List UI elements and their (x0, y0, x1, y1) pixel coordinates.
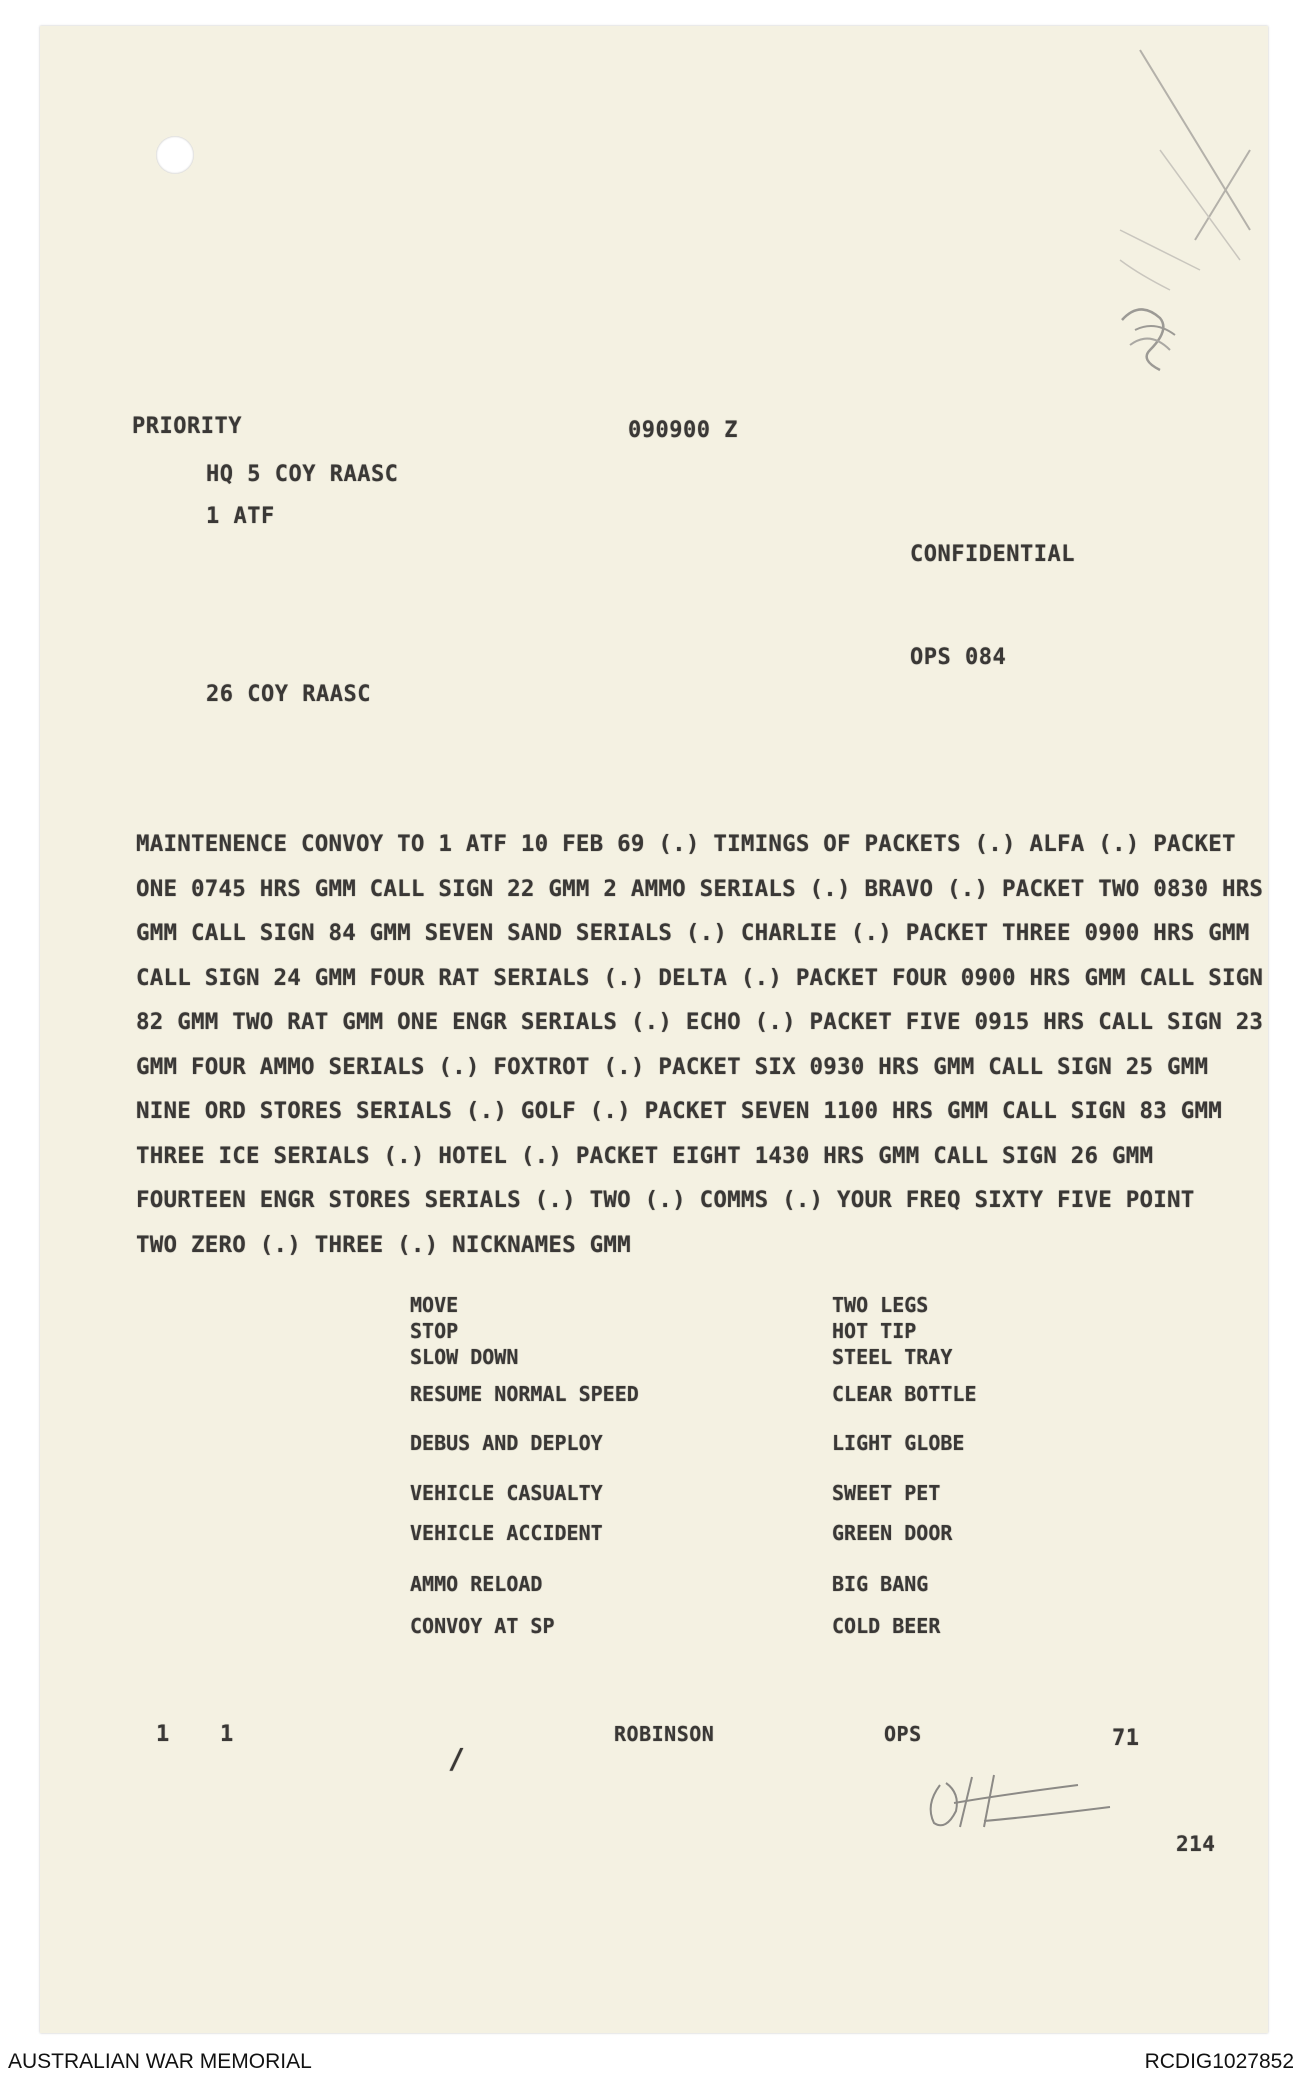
reference: OPS 084 (910, 645, 1007, 670)
pencil-scribble (1100, 30, 1280, 390)
nickname-command: SLOW DOWN (410, 1345, 519, 1369)
slash-mark: / (448, 1742, 466, 1775)
message-line: NINE ORD STORES SERIALS (.) GOLF (.) PACKET SEVEN 1100 HRS GMM CALL SIGN 83 GMM (136, 1098, 1222, 1124)
from-line-1: HQ 5 COY RAASC (206, 462, 399, 487)
originator-dept: OPS (884, 1722, 922, 1746)
precedence: PRIORITY (132, 414, 242, 439)
nickname-row (410, 1293, 1010, 1319)
nickname-value: TWO LEGS (832, 1293, 929, 1317)
message-line: GMM CALL SIGN 84 GMM SEVEN SAND SERIALS (.) CHARLIE (.) PACKET THREE 0900 HRS GMM (136, 920, 1250, 946)
nickname-row (410, 1572, 1010, 1598)
archive-institution: AUSTRALIAN WAR MEMORIAL (8, 2050, 312, 2073)
nickname-value: COLD BEER (832, 1614, 941, 1638)
archive-footer (0, 2044, 1308, 2082)
punch-hole (156, 136, 194, 174)
handwritten-initials (920, 1765, 1120, 1840)
nickname-command: VEHICLE CASUALTY (410, 1481, 603, 1505)
nickname-command: AMMO RELOAD (410, 1572, 543, 1596)
nickname-value: SWEET PET (832, 1481, 941, 1505)
message-line: THREE ICE SERIALS (.) HOTEL (.) PACKET EIGHT 1430 HRS GMM CALL SIGN 26 GMM (136, 1142, 1154, 1169)
nickname-command: RESUME NORMAL SPEED (410, 1382, 639, 1406)
nickname-value: BIG BANG (832, 1572, 929, 1596)
nickname-value: LIGHT GLOBE (832, 1431, 965, 1455)
date-time-group: 090900 Z (628, 418, 738, 443)
nickname-command: STOP (410, 1319, 459, 1343)
nickname-command: MOVE (410, 1293, 459, 1317)
nickname-row (410, 1319, 1010, 1345)
nickname-value: GREEN DOOR (832, 1521, 953, 1545)
message-line: GMM FOUR AMMO SERIALS (.) FOXTROT (.) PACKET SIX 0930 HRS GMM CALL SIGN 25 GMM (136, 1053, 1209, 1080)
nickname-row (410, 1431, 1010, 1457)
message-line: CALL SIGN 24 GMM FOUR RAT SERIALS (.) DELTA (.) PACKET FOUR 0900 HRS GMM CALL SIGN (136, 964, 1264, 991)
nickname-row (410, 1521, 1010, 1547)
message-line: MAINTENENCE CONVOY TO 1 ATF 10 FEB 69 (.) TIMINGS OF PACKETS (.) ALFA (.) PACKET (136, 831, 1236, 857)
nickname-value: STEEL TRAY (832, 1345, 953, 1369)
nickname-command: CONVOY AT SP (410, 1614, 555, 1638)
copy-count-a: 1 (156, 1722, 170, 1747)
nickname-value: HOT TIP (832, 1319, 917, 1343)
nickname-value: CLEAR BOTTLE (832, 1382, 977, 1406)
nickname-row (410, 1614, 1010, 1640)
initials-signature-icon (920, 1765, 1120, 1835)
classification: CONFIDENTIAL (910, 542, 1075, 567)
nickname-row (410, 1481, 1010, 1507)
message-line: ONE 0745 HRS GMM CALL SIGN 22 GMM 2 AMMO SERIALS (.) BRAVO (.) PACKET TWO 0830 HRS (136, 875, 1264, 902)
originator: ROBINSON (614, 1722, 715, 1746)
message-line: FOURTEEN ENGR STORES SERIALS (.) TWO (.) COMMS (.) YOUR FREQ SIXTY FIVE POINT (136, 1187, 1195, 1213)
copy-count-b: 1 (220, 1722, 234, 1747)
message-body (136, 822, 1264, 1267)
message-line: 82 GMM TWO RAT GMM ONE ENGR SERIALS (.) ECHO (.) PACKET FIVE 0915 HRS CALL SIGN 23 (136, 1009, 1264, 1035)
message-line: TWO ZERO (.) THREE (.) NICKNAMES GMM (136, 1231, 631, 1258)
page-number: 214 (1176, 1832, 1216, 1856)
nickname-command: VEHICLE ACCIDENT (410, 1521, 603, 1545)
nickname-row (410, 1345, 1010, 1371)
nickname-row (410, 1382, 1010, 1408)
nickname-command: DEBUS AND DEPLOY (410, 1431, 603, 1455)
message-number: 71 (1112, 1726, 1140, 1751)
archive-item-id: RCDIG1027852 (1144, 2050, 1294, 2073)
from-line-2: 1 ATF (206, 504, 275, 529)
addressee: 26 COY RAASC (206, 682, 371, 707)
